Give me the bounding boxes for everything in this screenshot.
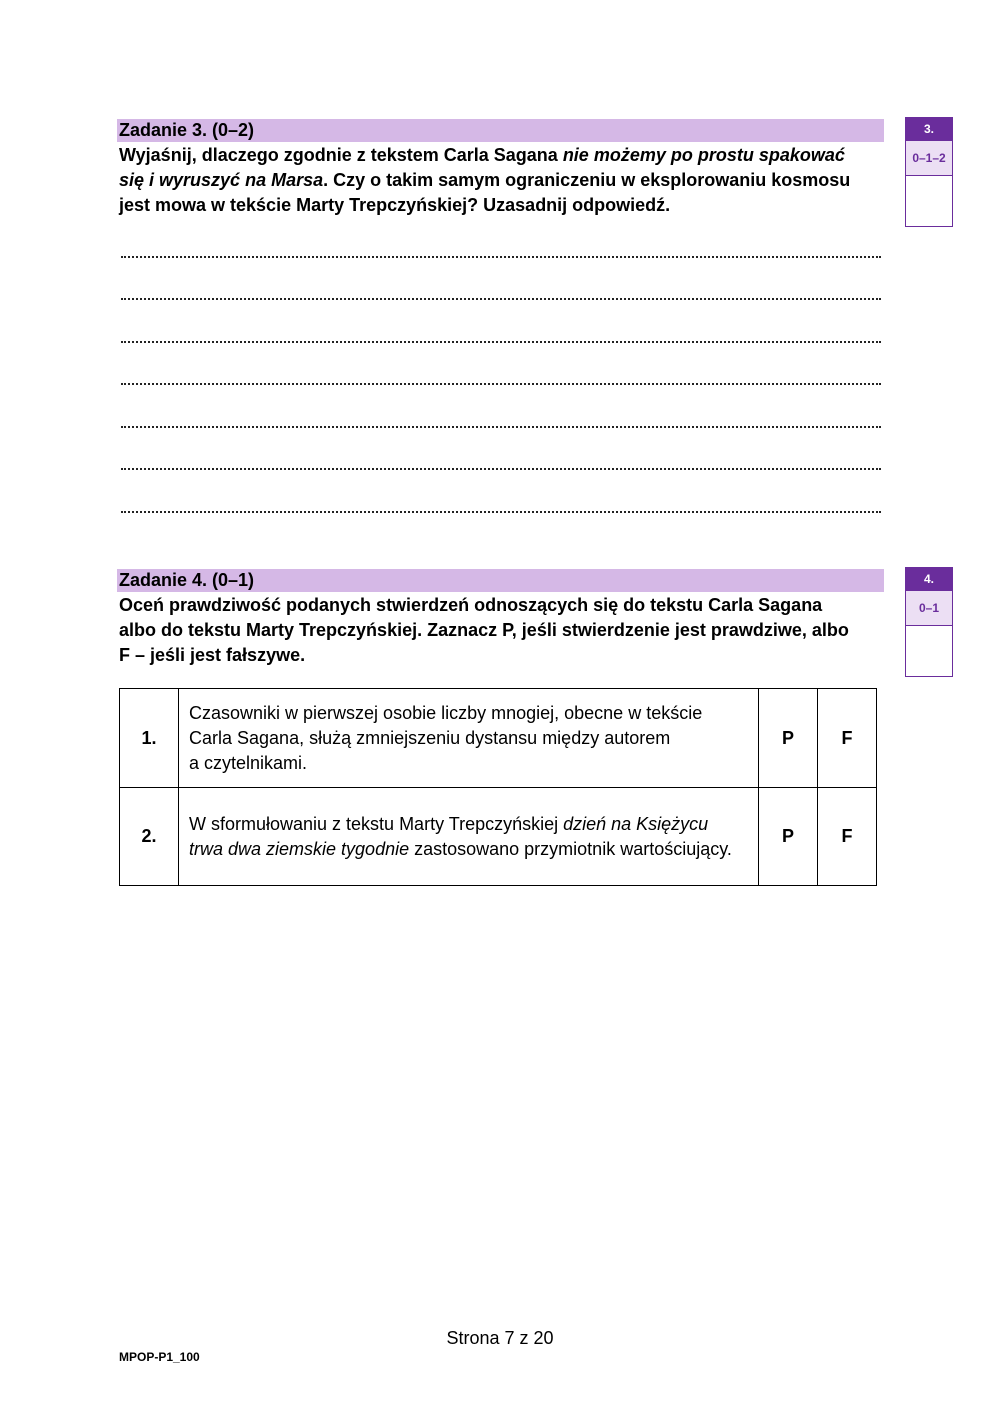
answer-line[interactable] [121,298,881,300]
task-4-instruction: Oceń prawdziwość podanych stwierdzeń odnoszących się do tekstu Carla Sagana albo do tekstu Marty Trepczyńskiej. Zaznacz P, jeśli stwierdzenie jest prawdziwe, albo F – jeśli jest fałszywe. [119,595,849,665]
task-3-score-number: 3. [906,118,952,141]
answer-line[interactable] [121,341,881,343]
exam-code: MPOP-P1_100 [119,1350,200,1364]
statement-text: W sformułowaniu z tekstu Marty Trepczyńskiej dzień na Księżycu trwa dwa ziemskie tygodnie zastosowano przymiotnik wartościujący. [179,788,759,886]
answer-line[interactable] [121,383,881,385]
answer-line[interactable] [121,256,881,258]
answer-line[interactable] [121,511,881,513]
statement-text: Czasowniki w pierwszej osobie liczby mnogiej, obecne w tekście Carla Sagana, służą zmniejszeniu dystansu między autorem a czytelnikami. [179,689,759,788]
task-4-score-box [905,567,953,677]
statement-number: 1. [120,689,179,788]
task-4-score-number: 4. [906,568,952,591]
task-3-header: Zadanie 3. (0–2) [117,119,884,142]
answer-line[interactable] [121,426,881,428]
page-number: Strona 7 z 20 [446,1328,554,1348]
true-false-table [119,688,877,886]
true-option[interactable]: P [759,689,818,788]
task-4-header: Zadanie 4. (0–1) [117,569,884,592]
true-option[interactable]: P [759,788,818,886]
table-row [120,689,877,788]
false-option[interactable]: F [818,788,877,886]
task-4-score-range: 0–1 [906,591,952,626]
false-option[interactable]: F [818,689,877,788]
statement-number: 2. [120,788,179,886]
task-4-score-field[interactable] [906,626,952,676]
answer-line[interactable] [121,468,881,470]
table-row [120,788,877,886]
task-3-score-range: 0–1–2 [906,141,952,176]
task-3-score-box [905,117,953,227]
task-3-instruction: Wyjaśnij, dlaczego zgodnie z tekstem Carla Sagana nie możemy po prostu spakować się i wyruszyć na Marsa. Czy o takim samym ograniczeniu w eksplorowaniu kosmosu jest mowa w tekście Marty Trepczyńskiej? Uzasadnij odpowiedź. [119,145,851,215]
task-3-score-field[interactable] [906,176,952,226]
